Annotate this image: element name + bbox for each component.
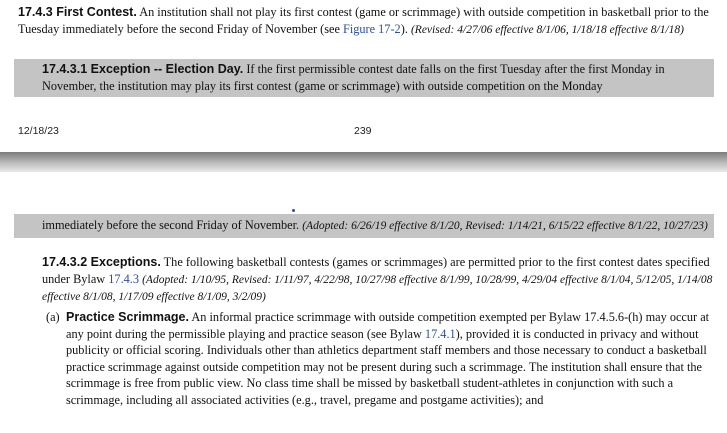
section-17-4-3 xyxy=(18,4,714,38)
section-text: The following basketball contests (games or scrimmages) are permitted prior to the first contest dates specified under Bylaw xyxy=(42,255,710,286)
figure-link[interactable]: Figure 17-2 xyxy=(342,21,401,36)
section-heading: 17.4.3.1 Exception -- Election Day. xyxy=(42,62,244,76)
cursor-dot xyxy=(292,209,295,212)
section-text: An institution shall not play its first contest (game or scrimmage) with outside competition in basketball prior to the Tuesday immediately before the second Friday of November (see xyxy=(18,5,709,36)
section-heading: 17.4.3.2 Exceptions. xyxy=(42,255,161,269)
revision-history: (Adopted: 6/26/19 effective 8/1/20, Revised: 1/14/21, 6/15/22 effective 8/1/22, 10/27/23) xyxy=(302,220,708,232)
section-17-4-3-1 xyxy=(14,59,714,97)
item-heading: Practice Scrimmage. xyxy=(66,310,189,324)
revision-history: (Revised: 4/27/06 effective 8/1/06, 1/18/18 effective 8/1/18) xyxy=(410,23,685,36)
section-text: If the first permissible contest date falls on the first Tuesday after the first Monday in November, the institution may play its first contest (game or scrimmage) with outside competition on the Monday xyxy=(42,62,665,93)
list-item-a xyxy=(66,309,714,408)
page-break xyxy=(0,152,727,172)
document-page-top xyxy=(0,0,727,152)
section-heading: 17.4.3 First Contest. xyxy=(18,5,137,19)
footer-date: 12/18/23 xyxy=(18,125,59,137)
section-17-4-3-2 xyxy=(42,254,714,306)
revision-history: (Adopted: 1/10/95, Revised: 1/11/97, 4/22/98, 10/27/98 effective 8/1/99, 10/28/99, 4/29/04 effective 8/1/04, 5/12/05, 1/14/08 effective 8/1/08, 1/17/09 effective 8/1/09, 3/2/09) xyxy=(42,273,713,303)
document-page-bottom xyxy=(0,172,727,433)
list-marker: (a) xyxy=(46,310,60,324)
item-text: An informal practice scrimmage with outside competition exempted per Bylaw 17.4.5.6-(h) may occur at any point during the permissible playing and practice season (see Bylaw xyxy=(66,310,710,341)
bylaw-link[interactable]: 17.4.3 xyxy=(108,271,140,286)
footer-page-number: 239 xyxy=(354,125,372,137)
item-text-continued: ), provided it is conducted in privacy and without publicity or official scoring. Individuals other than athletics department staff members and those necessary to conduct a basketball practice scrimmage against outside competition may not be present during such a scrimmage. The institution shall ensure that the scrimmage is free from public view. No class time shall be missed by basketball student-athletes in conjunction with such a scrimmage, including all associated activities (e.g., travel, pregame and postgame activities); and xyxy=(66,326,707,407)
section-text-end: ). xyxy=(400,21,408,36)
section-17-4-3-1-continued xyxy=(14,214,714,238)
section-text: immediately before the second Friday of November. xyxy=(42,218,300,232)
bylaw-link[interactable]: 17.4.1 xyxy=(424,326,456,341)
